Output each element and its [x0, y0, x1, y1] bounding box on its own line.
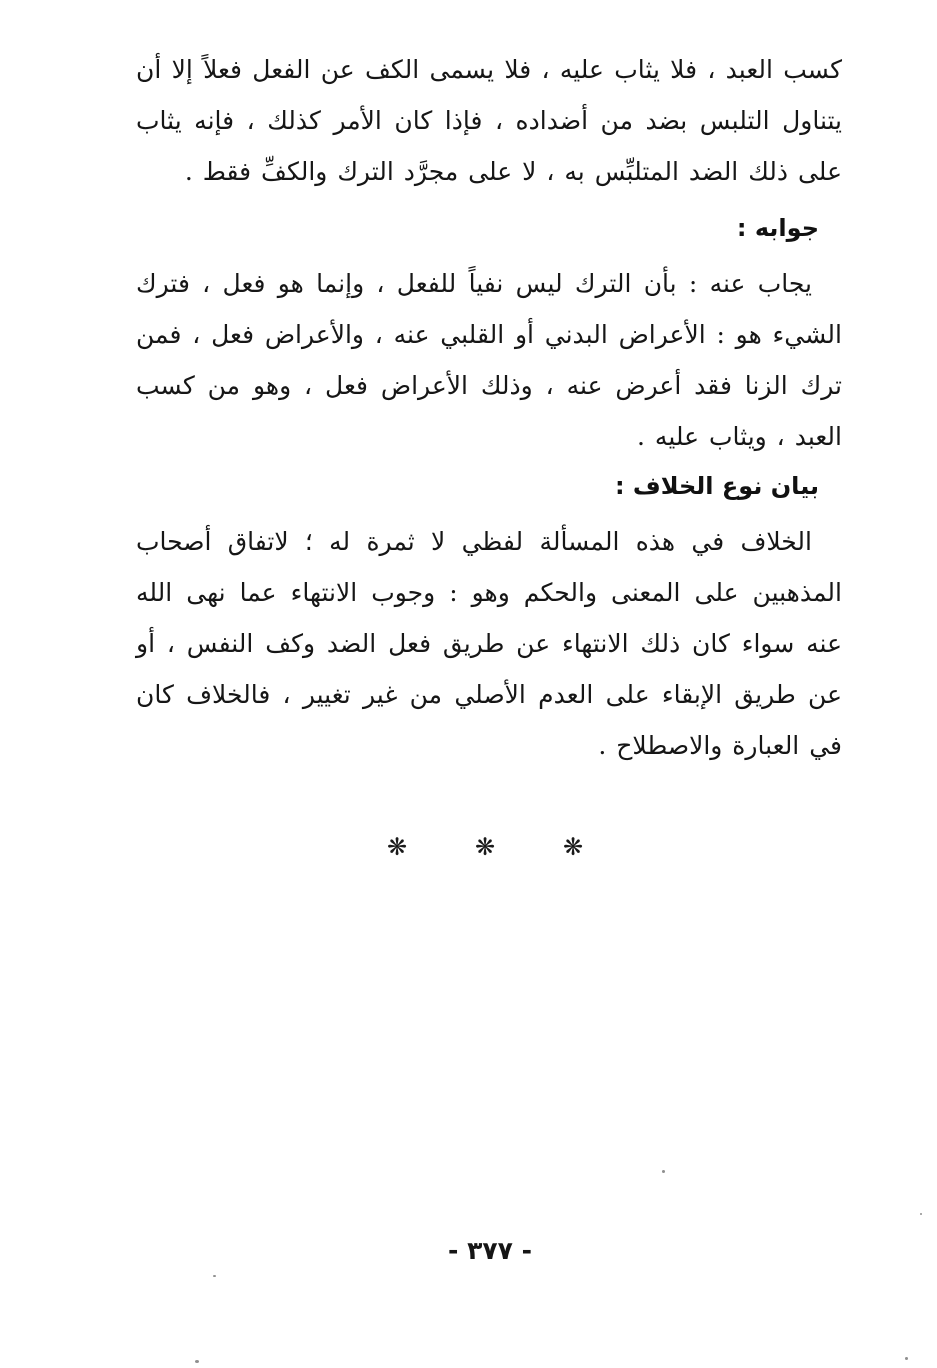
section-separator — [385, 830, 585, 864]
asterism-icon: ❋ — [474, 833, 496, 861]
paragraph-objection-continued: كسب العبد ، فلا يثاب عليه ، فلا يسمى الكف عن الفعل فعلاً إلا أن يتناول التلبس بضد من أضداده ، فإذا كان الأمر كذلك ، فإنه يثاب على ذلك الضد المتلبِّس به ، لا على مجرَّد الترك والكفِّ فقط . — [136, 55, 842, 186]
asterism-icon: ❋ — [386, 833, 408, 861]
heading-dispute-type: بيان نوع الخلاف : — [614, 472, 819, 500]
scan-speck — [662, 1170, 665, 1173]
scan-speck — [920, 1213, 922, 1215]
paragraph-dispute-type: الخلاف في هذه المسألة لفظي لا ثمرة له ؛ لاتفاق أصحاب المذهبين على المعنى والحكم وهو : وجوب الانتهاء عما نهى الله عنه سواء كان ذلك الانتهاء عن طريق فعل الضد وكف النفس ، أو عن طريق الإبقاء على العدم الأصلي من غير تغيير ، فالخلاف كان في العبارة والاصطلاح . — [136, 527, 842, 760]
scan-speck — [213, 1275, 216, 1277]
scan-speck — [905, 1357, 908, 1360]
paragraph-answer: يجاب عنه : بأن الترك ليس نفياً للفعل ، وإنما هو فعل ، فترك الشيء هو : الأعراض البدني أو القلبي عنه ، والأعراض فعل ، فمن ترك الزنا فقد أعرض عنه ، وذلك الأعراض فعل ، وهو من كسب العبد ، ويثاب عليه . — [136, 269, 842, 451]
scan-speck — [195, 1360, 199, 1363]
page-number: - ٣٧٧ - — [448, 1236, 532, 1265]
asterism-icon: ❋ — [562, 833, 584, 861]
heading-answer: جوابه : — [736, 214, 819, 242]
